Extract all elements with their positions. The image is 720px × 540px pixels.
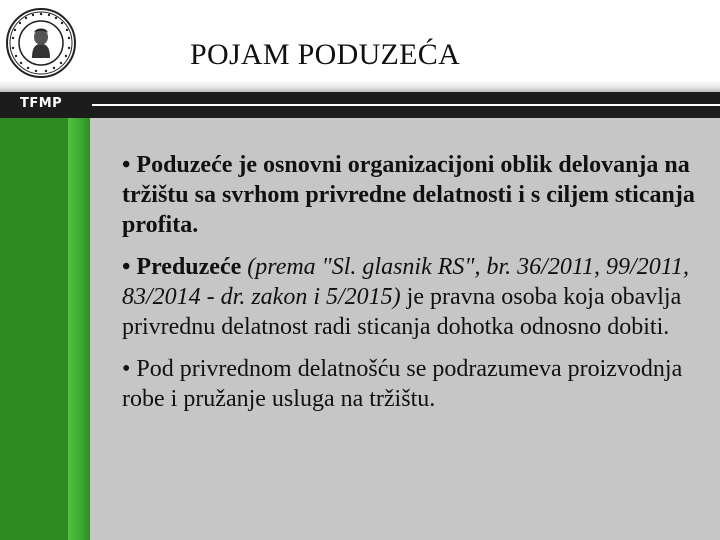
bullet: • [122,152,131,178]
paragraph-activity [122,354,702,414]
slide-header [0,0,720,92]
paragraph-legal [122,252,702,342]
bullet: • [122,356,131,382]
paragraph-text: Poduzeće je osnovni organizacijoni oblik delovanja na tržištu sa svrhom privredne delatnosti i s ciljem sticanja profita. [122,152,695,238]
left-green-stripe [68,118,90,540]
header-band [0,92,720,118]
band-divider [92,104,720,106]
paragraph-text: Pod privrednom delatnošću se podrazumeva proizvodnja robe i pružanje usluga na tržištu. [122,356,683,412]
paragraph-lead: Preduzeće [130,254,242,280]
slide-body [122,150,702,426]
paragraph-definition [122,150,702,240]
paragraph-rest: je pravna osoba koja obavlja privrednu delatnost radi sticanja dohotka odnosno dobiti. [122,284,682,340]
bullet: • [122,254,131,280]
left-green-bar [0,118,68,540]
logo-label: TFMP [20,96,63,111]
header-shadow [0,80,720,92]
paragraph-citation: (prema "Sl. glasnik RS", br. 36/2011, 99/2011, 83/2014 - dr. zakon i 5/2015) [122,254,689,310]
university-seal-icon [4,6,78,80]
slide-title: POJAM PODUZEĆA [190,38,461,71]
